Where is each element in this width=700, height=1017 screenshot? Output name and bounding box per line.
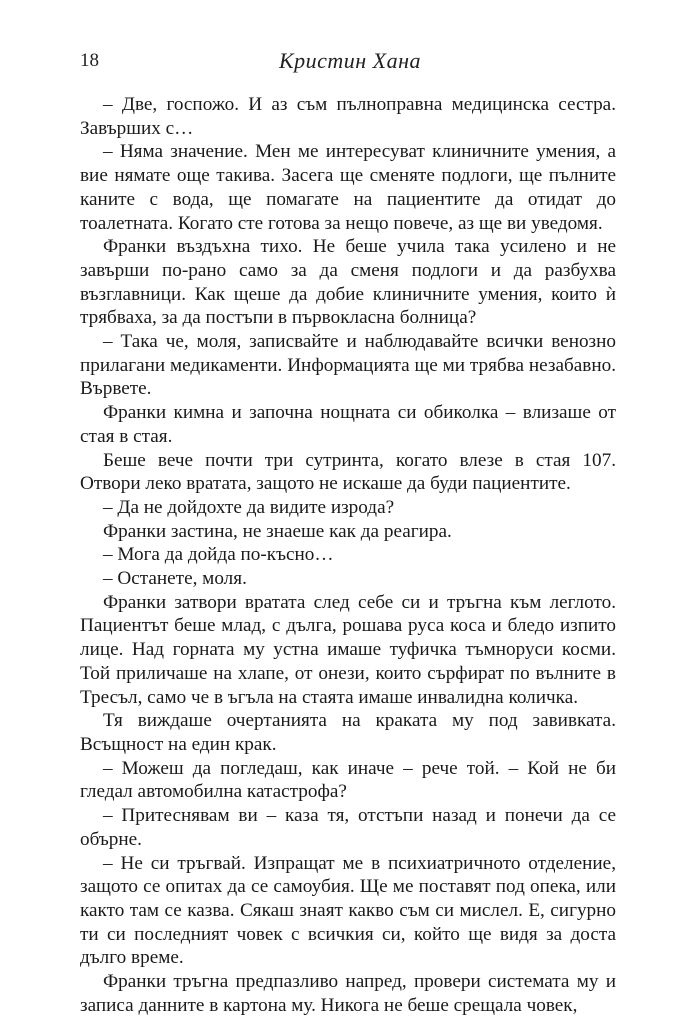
paragraph: Тя виждаше очертанията на краката му под завивката. Всъщност на един крак.	[80, 710, 616, 755]
paragraph: Франки застина, не знаеше как да реагира.	[103, 520, 452, 542]
paragraph: – Останете, моля.	[103, 568, 247, 590]
paragraph: Франки кимна и започна нощната си обиколка – влизаше от стая в стая.	[80, 402, 616, 447]
page-number: 18	[80, 50, 99, 71]
page-header	[80, 48, 620, 78]
paragraph: – Мога да дойда по-късно…	[103, 544, 334, 566]
body-text	[80, 93, 616, 1017]
paragraph: Франки въздъхна тихо. Не беше учила така усилено и не завърши по-рано само за да сменя подлоги и да разбухва възглавници. Как щеше да добие клиничните умения, които ѝ трябваха, за да постъпи в първокласна болница?	[80, 236, 616, 329]
paragraph: Беше вече почти три сутринта, когато влезе в стая 107. Отвори леко вратата, защото не искаше да буди пациентите.	[80, 449, 616, 495]
paragraph: – Притеснявам ви – каза тя, отстъпи назад и понечи да се обърне.	[80, 805, 616, 850]
paragraph: – Не си тръгвай. Изпращат ме в психиатричното отделение, защото се опитах да се самоубия. Ще ме поставят под опека, или както там се казва. Сякаш знаят какво съм си мислел. Е, сигурно ти си последният човек с всичкия си, който ще видя за доста дълго време.	[80, 852, 616, 969]
paragraph: Франки затвори вратата след себе си и тръгна към леглото. Пациентът беше млад, с дълга, рошава руса коса и бледо изпито лице. Над горната му устна имаше туфичка тъмноруси косми. Той приличаше на хлапе, от онези, които сърфират по вълните в Тресъл, само че в ъгъла на стаята имаше инвалидна количка.	[80, 591, 616, 708]
paragraph: Франки тръгна предпазливо напред, провери системата му и записа данните в картона му. Никога не беше срещала човек,	[80, 971, 616, 1016]
paragraph: – Няма значение. Мен ме интересуват клиничните умения, а вие нямате още такива. Засега ще сменяте подлоги, ще пълните каните с вода, ще помагате на пациентите да отидат до тоалетната. Когато сте готова за нещо повече, аз ще ви уведомя.	[80, 141, 616, 234]
paragraph: – Така че, моля, записвайте и наблюдавайте всички венозно прилагани медикаменти. Информацията ще ми трябва незабавно. Вървете.	[80, 331, 616, 400]
running-title: Кристин Хана	[278, 48, 422, 73]
paragraph: – Можеш да погледаш, как иначе – рече той. – Кой не би гледал автомобилна катастрофа?	[80, 757, 616, 803]
paragraph: – Да не дойдохте да видите изрода?	[103, 496, 395, 518]
paragraph: – Две, госпожо. И аз съм пълноправна медицинска сестра. Завърших с…	[80, 94, 616, 139]
